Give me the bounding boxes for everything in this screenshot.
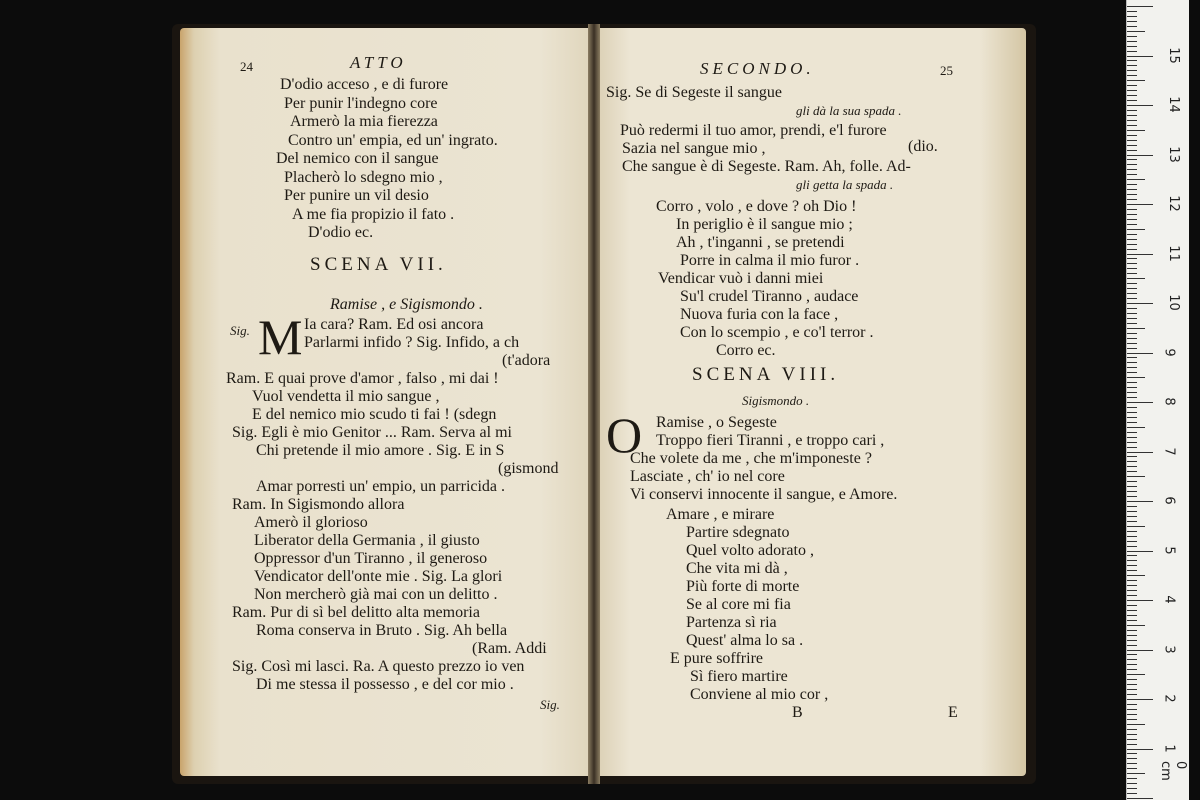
ruler-tick	[1127, 65, 1137, 66]
ruler-number: 10	[1165, 294, 1181, 311]
ruler-tick	[1127, 343, 1137, 344]
ruler-tick	[1127, 308, 1137, 309]
ruler-tick	[1127, 699, 1153, 700]
ruler-tick	[1127, 174, 1137, 175]
ruler-tick	[1127, 674, 1145, 675]
ruler-tick	[1127, 526, 1145, 527]
ruler-tick	[1127, 744, 1137, 745]
ruler-tick	[1127, 120, 1137, 121]
verse-line: Vendicar vuò i danni miei	[658, 270, 824, 287]
monologue-line: Amare , e mirare	[666, 506, 775, 523]
ruler-tick	[1127, 95, 1137, 96]
dialogue-line: (gismond	[498, 460, 559, 477]
ruler-tick	[1127, 60, 1137, 61]
ruler-tick	[1127, 21, 1137, 22]
ruler-tick	[1127, 580, 1137, 581]
ruler-tick	[1127, 56, 1153, 57]
ruler-tick	[1127, 239, 1137, 240]
ruler-tick	[1127, 521, 1137, 522]
ruler-tick	[1127, 357, 1137, 358]
ruler-tick	[1127, 268, 1137, 269]
ruler-tick	[1127, 452, 1153, 453]
ruler-tick	[1127, 501, 1153, 502]
verse-line: Su'l crudel Tiranno , audace	[680, 288, 859, 305]
measuring-ruler	[1126, 0, 1189, 800]
ruler-tick	[1127, 140, 1137, 141]
ruler-tick	[1127, 273, 1137, 274]
ruler-tick	[1127, 625, 1145, 626]
ruler-tick	[1127, 199, 1137, 200]
ruler-tick	[1127, 734, 1137, 735]
verse-line: Corro , volo , e dove ? oh Dio !	[656, 198, 857, 215]
ruler-tick	[1127, 714, 1137, 715]
dialogue-line: Sig.	[540, 697, 560, 712]
ruler-tick	[1127, 392, 1137, 393]
ruler-tick	[1127, 422, 1137, 423]
ruler-tick	[1127, 783, 1137, 784]
dialogue-line: Ram. E quai prove d'amor , falso , mi dai !	[226, 370, 499, 387]
scene-characters: Sigismondo .	[742, 393, 810, 408]
ruler-tick	[1127, 125, 1137, 126]
ruler-tick	[1127, 6, 1153, 7]
ruler-tick	[1127, 684, 1137, 685]
verse-line: Sazia nel sangue mio ,	[622, 140, 766, 157]
aria-line: Placherò lo sdegno mio ,	[284, 168, 443, 186]
ruler-tick	[1127, 600, 1153, 601]
ruler-tick	[1127, 664, 1137, 665]
aria-line: Contro un' empia, ed un' ingrato.	[288, 131, 498, 149]
monologue-line: Che volete da me , che m'imponeste ?	[630, 450, 872, 467]
ruler-tick	[1127, 46, 1137, 47]
ruler-tick	[1127, 486, 1137, 487]
dialogue-line: Chi pretende il mio amore . Sig. E in S	[256, 442, 505, 459]
ruler-tick	[1127, 719, 1137, 720]
dialogue-line: Non mercherò già mai con un delitto .	[254, 586, 498, 603]
ruler-tick	[1127, 31, 1145, 32]
ruler-tick	[1127, 560, 1137, 561]
ruler-tick	[1127, 788, 1137, 789]
ruler-tick	[1127, 313, 1137, 314]
ruler-tick	[1127, 219, 1137, 220]
drop-cap-m: M	[258, 309, 303, 365]
ruler-number: 9	[1161, 347, 1177, 357]
ruler-tick	[1127, 709, 1137, 710]
ruler-tick	[1127, 164, 1137, 165]
ruler-tick	[1127, 377, 1145, 378]
ruler-tick	[1127, 90, 1137, 91]
ruler-tick	[1127, 729, 1137, 730]
ruler-tick	[1127, 506, 1137, 507]
monologue-line: Conviene al mio cor ,	[690, 686, 829, 703]
ruler-tick	[1127, 402, 1153, 403]
ruler-tick	[1127, 432, 1137, 433]
ruler-tick	[1127, 135, 1137, 136]
ruler-tick	[1127, 749, 1153, 750]
ruler-tick	[1127, 417, 1137, 418]
ruler-tick	[1127, 531, 1137, 532]
ruler-tick	[1127, 258, 1137, 259]
ruler-tick	[1127, 595, 1137, 596]
ruler-number: 15	[1165, 46, 1181, 64]
page-number-left: 24	[240, 59, 253, 74]
ruler-tick	[1127, 476, 1145, 477]
ruler-tick	[1127, 753, 1137, 754]
ruler-unit-label: 0 cm	[1158, 761, 1188, 781]
verse-line: Ah , t'inganni , se pretendi	[676, 234, 845, 251]
dialogue-line: Di me stessa il possesso , e del cor mio .	[256, 676, 514, 693]
dialogue-line: Roma conserva in Bruto . Sig. Ah bella	[256, 622, 508, 639]
ruler-tick	[1127, 466, 1137, 467]
monologue-line: Che vita mi dà ,	[686, 560, 788, 577]
monologue-line: E pure soffrire	[670, 650, 763, 667]
ruler-tick	[1127, 704, 1137, 705]
ruler-number: 13	[1165, 145, 1181, 163]
ruler-tick	[1127, 26, 1137, 27]
ruler-number: 14	[1165, 96, 1181, 113]
ruler-tick	[1127, 283, 1137, 284]
signature-mark: E	[948, 704, 958, 721]
ruler-tick	[1127, 620, 1137, 621]
dialogue-line: Vendicator dell'onte mie . Sig. La glori	[254, 568, 503, 585]
verse-line: Che sangue è di Segeste. Ram. Ah, folle. Ad-	[622, 158, 911, 175]
ruler-tick	[1127, 169, 1137, 170]
verse-line: In periglio è il sangue mio ;	[676, 216, 853, 233]
ruler-tick	[1127, 491, 1137, 492]
ruler-tick	[1127, 555, 1137, 556]
ruler-number: 4	[1161, 595, 1177, 604]
drop-cap-o: O	[606, 407, 643, 463]
ruler-tick	[1127, 338, 1137, 339]
ruler-tick	[1127, 214, 1137, 215]
ruler-number: 8	[1161, 397, 1177, 406]
right-page	[600, 28, 1026, 776]
ruler-tick	[1127, 575, 1145, 576]
ruler-tick	[1127, 254, 1153, 255]
ruler-tick	[1127, 541, 1137, 542]
monologue-line: Più forte di morte	[686, 578, 800, 595]
ruler-tick	[1127, 100, 1137, 101]
ruler-tick	[1127, 694, 1137, 695]
verse-line: gli getta la spada .	[796, 177, 894, 192]
ruler-tick	[1127, 412, 1137, 413]
ruler-tick	[1127, 293, 1137, 294]
ruler-tick	[1127, 110, 1137, 111]
ruler-tick	[1127, 758, 1137, 759]
ruler-tick	[1127, 570, 1137, 571]
aria-line: Armerò la mia fierezza	[290, 113, 438, 130]
ruler-tick	[1127, 654, 1137, 655]
ruler-tick	[1127, 437, 1137, 438]
ruler-tick	[1127, 75, 1137, 76]
monologue-line: Ramise , o Segeste	[656, 414, 777, 431]
dialogue-line: Amar porresti un' empio, un parricida .	[256, 478, 506, 495]
ruler-tick	[1127, 85, 1137, 86]
verse-line: Nuova furia con la face ,	[680, 306, 839, 323]
ruler-tick	[1127, 318, 1137, 319]
ruler-tick	[1127, 115, 1137, 116]
ruler-tick	[1127, 669, 1137, 670]
monologue-line: Troppo fieri Tiranni , e troppo cari ,	[656, 432, 885, 449]
verse-line: Con lo scempio , e co'l terror .	[680, 324, 874, 341]
ruler-tick	[1127, 793, 1137, 794]
verse-line: gli dà la sua spada .	[796, 103, 902, 118]
monologue-line: Lasciate , ch' io nel core	[630, 468, 785, 485]
ruler-tick	[1127, 209, 1137, 210]
ruler-tick	[1127, 159, 1137, 160]
ruler-tick	[1127, 224, 1137, 225]
ruler-tick	[1127, 80, 1145, 81]
monologue-line: Partenza sì ria	[686, 614, 777, 631]
ruler-tick	[1127, 565, 1137, 566]
ruler-tick	[1127, 447, 1137, 448]
dialogue-line: (t'adora	[502, 352, 551, 369]
running-head-left: ATTO	[350, 53, 407, 72]
aria-line: Per punire un vil desio	[284, 187, 429, 204]
ruler-tick	[1127, 689, 1137, 690]
ruler-tick	[1127, 328, 1145, 329]
verse-line: Corro ec.	[716, 342, 776, 359]
ruler-tick	[1127, 481, 1137, 482]
ruler-tick	[1127, 387, 1137, 388]
ruler-tick	[1127, 372, 1137, 373]
ruler-tick	[1127, 244, 1137, 245]
ruler-tick	[1127, 516, 1137, 517]
ruler-tick	[1127, 179, 1145, 180]
ruler-tick	[1127, 511, 1137, 512]
dialogue-line: Vuol vendetta il mio sangue ,	[252, 388, 440, 405]
ruler-tick	[1127, 768, 1137, 769]
ruler-tick	[1127, 353, 1153, 354]
verse-line: Può redermi il tuo amor, prendi, e'l furore	[620, 122, 887, 139]
dialogue-line: Parlarmi infido ? Sig. Infido, a ch	[304, 334, 520, 351]
ruler-tick	[1127, 130, 1145, 131]
ruler-tick	[1127, 362, 1137, 363]
dialogue-line: Ia cara? Ram. Ed osi ancora	[304, 316, 484, 333]
ruler-number: 1	[1161, 743, 1177, 753]
open-book	[172, 24, 1036, 784]
ruler-tick	[1127, 36, 1137, 37]
dialogue-line: Amerò il glorioso	[254, 514, 368, 531]
page-number-right: 25	[940, 63, 953, 78]
ruler-tick	[1127, 536, 1137, 537]
book-gutter	[588, 24, 600, 784]
ruler-tick	[1127, 397, 1137, 398]
ruler-tick	[1127, 645, 1137, 646]
ruler-tick	[1127, 640, 1137, 641]
ruler-tick	[1127, 461, 1137, 462]
ruler-number: 7	[1161, 446, 1177, 456]
ruler-tick	[1127, 590, 1137, 591]
ruler-tick	[1127, 615, 1137, 616]
monologue-line: Sì fiero martire	[690, 668, 788, 685]
scene-title: SCENA VIII.	[692, 364, 840, 385]
ruler-tick	[1127, 551, 1153, 552]
ruler-tick	[1127, 442, 1137, 443]
ruler-number: 11	[1165, 244, 1181, 262]
ruler-tick	[1127, 778, 1137, 779]
ruler-tick	[1127, 249, 1137, 250]
ruler-tick	[1127, 407, 1137, 408]
ruler-tick	[1127, 323, 1137, 324]
monologue-line: Quest' alma lo sa .	[686, 632, 804, 649]
ruler-tick	[1127, 382, 1137, 383]
verse-line: (dio.	[908, 138, 938, 155]
ruler-tick	[1127, 229, 1145, 230]
monologue-line: Se al core mi fia	[686, 596, 791, 613]
dialogue-line: Liberator della Germania , il giusto	[254, 532, 480, 549]
ruler-tick	[1127, 145, 1137, 146]
dialogue-line: E del nemico mio scudo ti fai ! (sdegn	[252, 406, 497, 423]
dialogue-line: Sig. Egli è mio Genitor ... Ram. Serva al mi	[232, 424, 512, 441]
aria-line: D'odio ec.	[308, 224, 374, 241]
ruler-tick	[1127, 51, 1137, 52]
ruler-tick	[1127, 546, 1137, 547]
monologue-line: Partire sdegnato	[686, 524, 790, 541]
ruler-tick	[1127, 763, 1137, 764]
ruler-tick	[1127, 150, 1137, 151]
monologue-line: Quel volto adorato ,	[686, 542, 814, 559]
ruler-tick	[1127, 367, 1137, 368]
ruler-tick	[1127, 471, 1137, 472]
ruler-number: 12	[1165, 195, 1181, 212]
ruler-tick	[1127, 70, 1137, 71]
ruler-tick	[1127, 278, 1145, 279]
ruler-tick	[1127, 298, 1137, 299]
ruler-tick	[1127, 11, 1137, 12]
running-head-right: SECONDO.	[700, 59, 815, 78]
ruler-tick	[1127, 288, 1137, 289]
ruler-tick	[1127, 16, 1137, 17]
ruler-tick	[1127, 184, 1137, 185]
dialogue-line: Oppressor d'un Tiranno , il generoso	[254, 550, 488, 567]
ruler-tick	[1127, 605, 1137, 606]
signature-mark: B	[792, 704, 803, 721]
ruler-tick	[1127, 263, 1137, 264]
ruler-number: 2	[1161, 694, 1177, 703]
ruler-tick	[1127, 724, 1145, 725]
ruler-tick	[1127, 41, 1137, 42]
ruler-tick	[1127, 194, 1137, 195]
ruler-tick	[1127, 773, 1145, 774]
monologue-line: Vi conservi innocente il sangue, e Amore.	[630, 486, 898, 503]
ruler-tick	[1127, 155, 1153, 156]
ruler-tick	[1127, 496, 1137, 497]
ruler-tick	[1127, 189, 1137, 190]
dialogue-line: Ram. Pur di sì bel delitto alta memoria	[232, 604, 480, 621]
aria-line: Per punir l'indegno core	[284, 94, 438, 112]
scene-characters: Ramise , e Sigismondo .	[330, 296, 483, 313]
ruler-tick	[1127, 427, 1145, 428]
aria-line: A me fia propizio il fato .	[292, 205, 455, 223]
ruler-number: 6	[1161, 496, 1177, 505]
ruler-tick	[1127, 635, 1137, 636]
left-page	[180, 28, 588, 776]
ruler-tick	[1127, 456, 1137, 457]
verse-line: Sig. Se di Segeste il sangue	[606, 84, 782, 101]
ruler-tick	[1127, 234, 1137, 235]
ruler-tick	[1127, 204, 1153, 205]
ruler-tick	[1127, 348, 1137, 349]
dialogue-line: (Ram. Addi	[472, 640, 547, 657]
ruler-tick	[1127, 610, 1137, 611]
ruler-tick	[1127, 303, 1153, 304]
ruler-tick	[1127, 739, 1137, 740]
ruler-number: 5	[1161, 545, 1177, 555]
ruler-tick	[1127, 105, 1153, 106]
ruler-tick	[1127, 585, 1137, 586]
scene-title: SCENA VII.	[310, 254, 447, 275]
dialogue-line: Sig.	[230, 323, 250, 338]
aria-line: D'odio acceso , e di furore	[280, 76, 449, 93]
dialogue-line: Ram. In Sigismondo allora	[232, 496, 405, 513]
ruler-tick	[1127, 659, 1137, 660]
dialogue-line: Sig. Così mi lasci. Ra. A questo prezzo io ven	[232, 658, 525, 675]
ruler-tick	[1127, 630, 1137, 631]
ruler-number: 3	[1161, 644, 1177, 654]
ruler-tick	[1127, 679, 1137, 680]
ruler-tick	[1127, 333, 1137, 334]
ruler-tick	[1127, 650, 1153, 651]
aria-line: Del nemico con il sangue	[276, 150, 439, 167]
verse-line: Porre in calma il mio furor .	[680, 252, 860, 269]
ruler-tick	[1127, 798, 1153, 799]
